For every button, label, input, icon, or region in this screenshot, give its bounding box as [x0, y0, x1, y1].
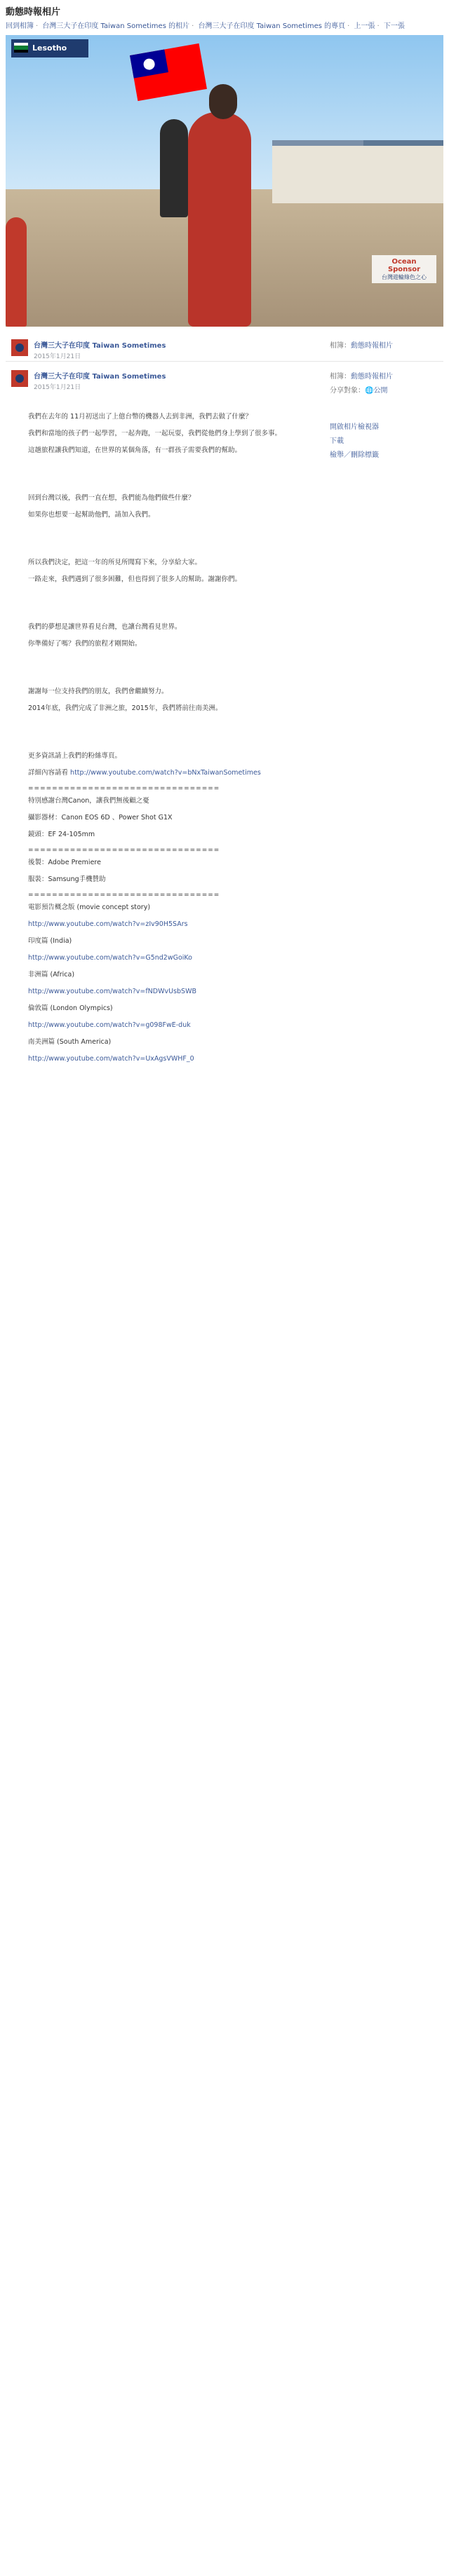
album-link[interactable]: 動態時報相片 [351, 373, 393, 381]
more-info: 詳細內容請看 http://www.youtube.com/watch?v=bNxTaiwanSometimes [28, 769, 261, 777]
photos-link[interactable]: 台灣三大子在印度 Taiwan Sometimes 的相片 [42, 22, 190, 30]
video-label: 非洲篇 (Africa) [28, 971, 75, 979]
page-title: 動態時報相片 [6, 7, 61, 18]
download-link[interactable]: 下載 [330, 437, 344, 445]
breadcrumb: 回到相簿 · 台灣三大子在印度 Taiwan Sometimes 的相片 · 台灣三大子在印度 Taiwan Sometimes 的專頁 · 上一張 · 下一張 [6, 22, 405, 30]
post-header-second [6, 370, 443, 412]
lesotho-logo: Lesotho [11, 39, 88, 57]
more-info-link[interactable]: http://www.youtube.com/watch?v=bNxTaiwanSometimes [70, 769, 261, 777]
video-label: 電影預告概念版 (movie concept story) [28, 904, 151, 911]
post-body [28, 412, 316, 1071]
album-link[interactable]: 動態時報相片 [351, 342, 393, 350]
photo-building [363, 140, 443, 203]
open-viewer-link[interactable]: 開啟相片檢視器 [330, 423, 379, 431]
credit-line: 攝影器材：Canon EOS 6D 、Power Shot G1X [28, 814, 173, 822]
back-to-album-link[interactable]: 回到相簿 [6, 22, 34, 30]
sponsor-badge: Ocean Sponsor 台灣遊輪綠色之心 [372, 255, 436, 283]
divider: ================================ [28, 847, 220, 854]
post-date[interactable]: 2015年1月21日 [34, 384, 81, 391]
post-paragraph: 一路走來，我們遇到了很多困難，但也得到了很多人的幫助。謝謝你們。 [28, 575, 242, 583]
post-paragraph: 更多資訊請上我們的粉絲專頁。 [28, 752, 122, 760]
post-paragraph: 2014年底，我們完成了非洲之旅，2015年，我們將前往南美洲。 [28, 704, 222, 712]
credit-line: 特別感謝台灣Canon，讓我們無後顧之憂 [28, 797, 149, 805]
avatar[interactable] [11, 339, 28, 356]
page-link[interactable]: 台灣三大子在印度 Taiwan Sometimes 的專頁 [198, 22, 346, 30]
divider: ================================ [28, 892, 220, 899]
post-paragraph: 回到台灣以後，我們一直在想，我們能為他們做些什麼？ [28, 494, 195, 502]
globe-icon: 🌐 [365, 387, 374, 395]
video-label: 倫敦篇 (London Olympics) [28, 1004, 113, 1012]
post-paragraph: 我們的夢想是讓世界看見台灣，也讓台灣看見世界。 [28, 623, 182, 631]
shared-label: 分享對象： [330, 387, 365, 395]
page-name-link[interactable]: 台灣三大子在印度 Taiwan Sometimes [34, 342, 166, 350]
credit-line: 鏡頭：EF 24-105mm [28, 831, 95, 838]
photo-person-head [209, 84, 237, 119]
video-label: 印度篇 (India) [28, 937, 72, 945]
post-paragraph: 謝謝每一位支持我們的朋友，我們會繼續努力。 [28, 688, 168, 695]
main-photo[interactable] [6, 35, 443, 327]
video-link[interactable]: http://www.youtube.com/watch?v=fNDWvUsbSWB [28, 988, 196, 995]
divider: ================================ [28, 785, 220, 792]
page-name-link[interactable]: 台灣三大子在印度 Taiwan Sometimes [34, 373, 166, 381]
post-paragraph: 你準備好了嗎？我們的旅程才剛開始。 [28, 640, 142, 648]
video-link[interactable]: http://www.youtube.com/watch?v=G5nd2wGoiKo [28, 954, 192, 962]
prev-link[interactable]: 上一張 [354, 22, 375, 30]
credit-line: 服裝：Samsung手機贊助 [28, 875, 106, 883]
video-link[interactable]: http://www.youtube.com/watch?v=zIv90H5SArs [28, 920, 188, 928]
photo-child [6, 217, 27, 327]
post-paragraph: 如果你也想要一起幫助他們，請加入我們。 [28, 511, 155, 519]
video-label: 南美洲篇 (South America) [28, 1038, 112, 1046]
video-link[interactable]: http://www.youtube.com/watch?v=UxAgsVWHF_0 [28, 1055, 194, 1063]
post-paragraph: 這趟旅程讓我們知道，在世界的某個角落，有一群孩子需要我們的幫助。 [28, 447, 242, 454]
post-paragraph: 我們在去年的 11月初送出了上億台幣的機器人去到非洲，我們去做了什麼？ [28, 413, 253, 421]
post-paragraph: 我們和當地的孩子們一起學習，一起奔跑，一起玩耍，我們從他們身上學到了很多事。 [28, 430, 282, 437]
photo-building [272, 140, 363, 203]
credit-line: 後製：Adobe Premiere [28, 859, 101, 866]
video-link[interactable]: http://www.youtube.com/watch?v=g098FwE-duk [28, 1021, 191, 1029]
post-paragraph: 所以我們決定，把這一年的所見所聞寫下來，分享給大家。 [28, 559, 202, 566]
lesotho-flag-icon [14, 43, 28, 53]
post-date[interactable]: 2015年1月21日 [34, 353, 81, 360]
avatar[interactable] [11, 370, 28, 387]
photo-actions [330, 421, 379, 463]
photo-person [188, 112, 251, 327]
report-link[interactable]: 檢舉／刪除標籤 [330, 451, 379, 459]
post-header [6, 334, 443, 362]
shared-value: 公開 [373, 387, 388, 395]
photo-child [160, 119, 188, 217]
next-link[interactable]: 下一張 [383, 22, 405, 30]
album-label: 相簿： [330, 373, 351, 381]
album-label: 相簿： [330, 342, 351, 350]
